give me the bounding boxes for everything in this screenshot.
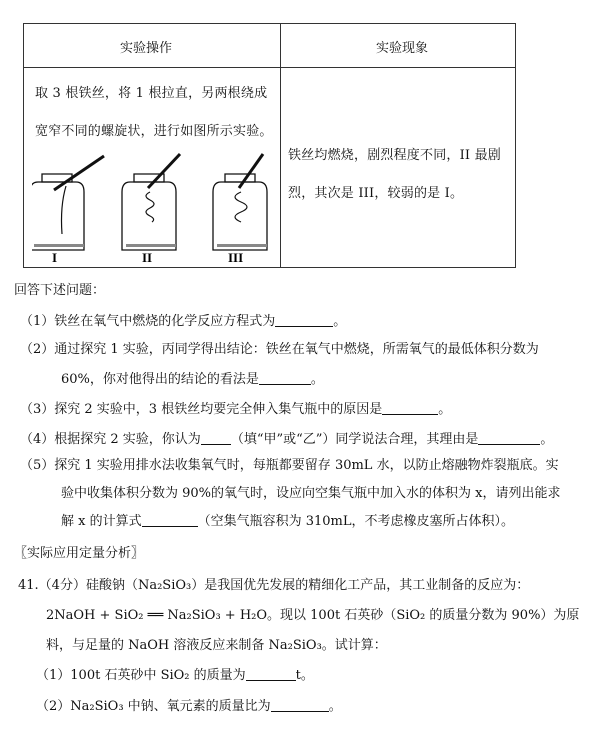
- figure-label-1: I: [52, 250, 58, 264]
- water-3: [217, 244, 267, 247]
- period-41-2: 。: [328, 699, 342, 714]
- question-4-text-a: （4）根据探究 2 实验，你认为: [20, 432, 201, 447]
- question-3-text: （3）探究 2 实验中，3 根铁丝均要完全伸入集气瓶中的原因是: [20, 402, 383, 417]
- question-5-text-a: 解 x 的计算式: [61, 514, 142, 529]
- iron-wire-figure: [32, 152, 277, 264]
- header-operation: 实验操作: [120, 41, 173, 56]
- question-41-part1: [36, 664, 314, 683]
- jar-3: [213, 154, 267, 250]
- question-2-line2: [61, 368, 324, 387]
- period-3: 。: [438, 402, 452, 417]
- question-2-text: 60%，你对他得出的结论的看法是: [61, 372, 259, 387]
- header-phenomenon: 实验现象: [376, 41, 429, 56]
- phenomenon-text-line2: 烈，其次是 III，较弱的是 I。: [288, 186, 464, 201]
- question-4: [20, 428, 553, 447]
- operation-text-line1: 取 3 根铁丝，将 1 根拉直，另两根绕成: [35, 86, 268, 101]
- table-column-divider: [280, 24, 281, 267]
- water-2: [126, 244, 176, 247]
- period-1: 。: [333, 314, 347, 329]
- table-header-divider: [24, 67, 515, 68]
- question-5-line3: [61, 510, 514, 529]
- question-5-line1: （5）探究 1 实验用排水法收集氧气时，每瓶都要留存 30mL 水，以防止熔融物炸裂瓶底。实: [20, 458, 559, 473]
- question-3: [20, 398, 451, 417]
- answer-blank-5[interactable]: [142, 514, 198, 527]
- question-41-part1-unit: t。: [295, 668, 314, 683]
- question-41-part2-text: （2）Na₂SiO₃ 中钠、氧元素的质量比为: [36, 699, 271, 714]
- question-5-line2: 验中收集体积分数为 90%的氧气时，设应向空集气瓶中加入水的体积为 x，请列出能求: [61, 486, 561, 501]
- answer-blank-4b[interactable]: [478, 432, 540, 445]
- question-4-text-b: （填“甲”或“乙”）同学说法合理，其理由是: [230, 432, 479, 447]
- question-2-line1: （2）通过探究 1 实验，丙同学得出结论：铁丝在氧气中燃烧，所需氧气的最低体积分数为: [20, 342, 539, 357]
- question-41-part1-text: （1）100t 石英砂中 SiO₂ 的质量为: [36, 668, 246, 683]
- figure-label-2: II: [142, 250, 153, 264]
- period-4: 。: [540, 432, 554, 447]
- jar-2: [122, 154, 180, 250]
- question-5-text-b: （空集气瓶容积为 310mL，不考虑橡皮塞所占体积）。: [197, 514, 515, 529]
- answer-blank-4a[interactable]: [201, 432, 231, 445]
- jar-1: [32, 156, 104, 250]
- operation-text-line2: 宽窄不同的螺旋状，进行如图所示实验。: [35, 124, 273, 139]
- phenomenon-text-line1: 铁丝均燃烧，剧烈程度不同，II 最剧: [288, 148, 502, 163]
- intro-text: 回答下述问题：: [14, 283, 106, 298]
- question-1: [20, 310, 346, 329]
- experiment-table: [23, 23, 516, 268]
- question-41-line2: 2NaOH + SiO₂ ══ Na₂SiO₃ + H₂O。现以 100t 石英砂（SiO₂ 的质量分数为 90%）为原: [46, 608, 580, 623]
- question-41-part2: [36, 695, 342, 714]
- question-1-text: （1）铁丝在氧气中燃烧的化学反应方程式为: [20, 314, 276, 329]
- question-41-line1: 41.（4分）硅酸钠（Na₂SiO₃）是我国优先发展的精细化工产品，其工业制备的反应为：: [18, 578, 530, 593]
- answer-blank-3[interactable]: [382, 402, 438, 415]
- answer-blank-1[interactable]: [275, 314, 333, 327]
- figure-label-3: III: [228, 250, 244, 264]
- period-2: 。: [310, 372, 324, 387]
- question-41-line3: 料，与足量的 NaOH 溶液反应来制备 Na₂SiO₃。试计算：: [46, 638, 387, 653]
- answer-blank-41-1[interactable]: [246, 668, 296, 681]
- answer-blank-41-2[interactable]: [271, 699, 329, 712]
- water-1: [34, 244, 84, 247]
- answer-blank-2[interactable]: [259, 372, 311, 385]
- section-title: 〖实际应用定量分析〗: [14, 546, 145, 561]
